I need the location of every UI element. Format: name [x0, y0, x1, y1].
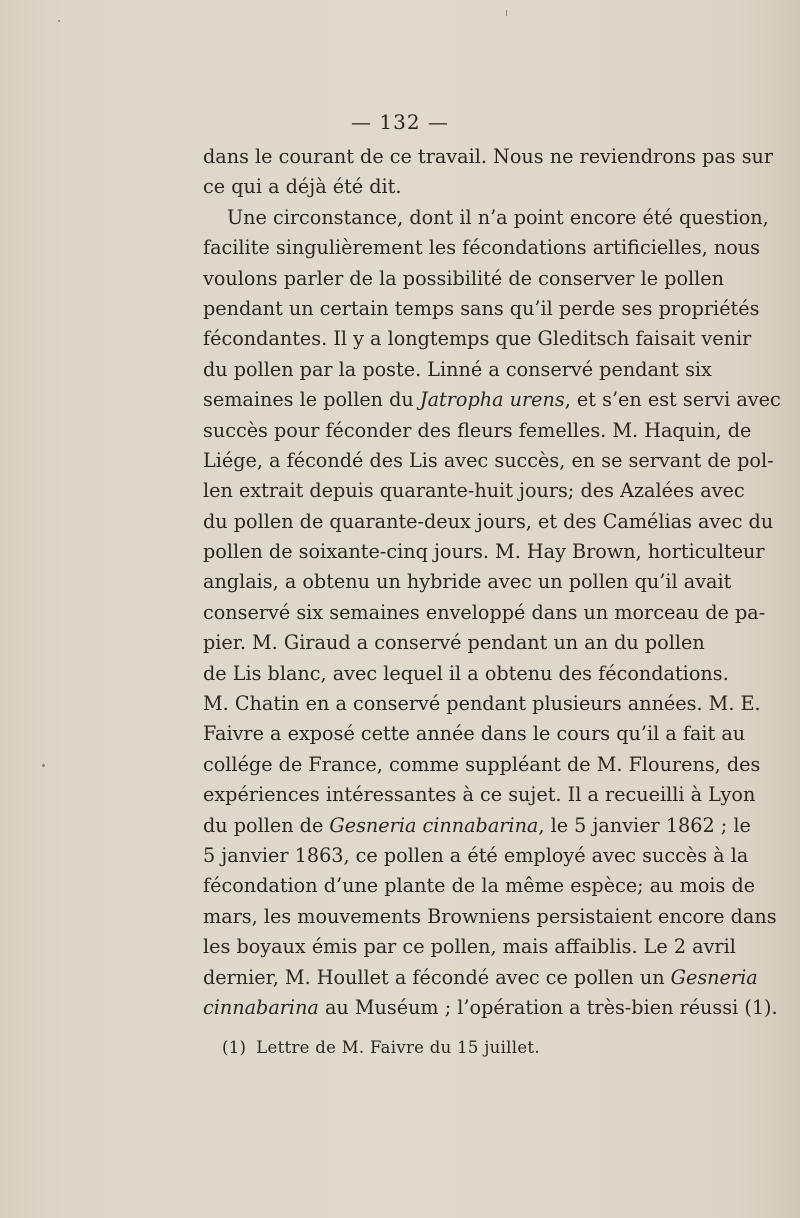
text-line: Liége, a fécondé des Lis avec succès, en se servant de pol- [203, 448, 774, 472]
text-line: cinnabarina au Muséum ; l’opération a très-bien réussi (1). [203, 995, 778, 1019]
text-line: fécondantes. Il y a longtemps que Gleditsch faisait venir [203, 327, 752, 351]
footnote-mark: (1) [222, 1038, 247, 1057]
text-line: M. Chatin en a conservé pendant plusieurs années. M. E. [203, 692, 761, 716]
text-line: du pollen de Gesneria cinnabarina, le 5 janvier 1862 ; le [203, 813, 751, 837]
paper-speck [42, 764, 45, 767]
paper-speck [506, 10, 507, 16]
text-line: fécondation d’une plante de la même espèce; au mois de [203, 874, 756, 898]
text-line: du pollen de quarante-deux jours, et des Camélias avec du [203, 509, 774, 533]
text-line: len extrait depuis quarante-huit jours; des Azalées avec [203, 479, 745, 503]
text-line: expériences intéressantes à ce sujet. Il a recueilli à Lyon [203, 783, 756, 807]
text-line: de Lis blanc, avec lequel il a obtenu des fécondations. [203, 661, 729, 685]
text-line: succès pour féconder des fleurs femelles. M. Haquin, de [203, 418, 752, 442]
text-line: pollen de soixante-cinq jours. M. Hay Brown, horticulteur [203, 540, 765, 564]
footnote-text: Lettre de M. Faivre du 15 juillet. [256, 1038, 540, 1057]
page-number: — 132 — [351, 110, 449, 134]
text-line: Faivre a exposé cette année dans le cours qu’il a fait au [203, 722, 746, 746]
species-name: cinnabarina [203, 995, 319, 1019]
species-name: Jatropha urens [419, 388, 565, 412]
text-line: semaines le pollen du Jatropha urens, et s’en est servi avec [203, 388, 781, 412]
text-line: facilite singulièrement les fécondations artificielles, nous [203, 236, 760, 260]
text-line: mars, les mouvements Browniens persistaient encore dans [203, 904, 777, 928]
text-line: Une circonstance, dont il n’a point encore été question, [227, 205, 769, 229]
text-line: conservé six semaines enveloppé dans un morceau de pa- [203, 600, 766, 624]
text-line: ce qui a déjà été dit. [203, 175, 402, 199]
text-line: dernier, M. Houllet a fécondé avec ce pollen un Gesneria [203, 965, 758, 989]
text-line: dans le courant de ce travail. Nous ne reviendrons pas sur [203, 145, 774, 168]
text-line: les boyaux émis par ce pollen, mais affaiblis. Le 2 avril [203, 935, 736, 959]
footnote [222, 1038, 540, 1057]
text-line: du pollen par la poste. Linné a conservé pendant six [203, 357, 712, 381]
text-line: anglais, a obtenu un hybride avec un pollen qu’il avait [203, 570, 732, 594]
text-line: pier. M. Giraud a conservé pendant un an du pollen [203, 631, 705, 655]
text-line: 5 janvier 1863, ce pollen a été employé avec succès à la [203, 843, 749, 867]
paper-speck [58, 20, 60, 22]
species-name: Gesneria cinnabarina [329, 813, 539, 837]
text-line: collége de France, comme suppléant de M. Flourens, des [203, 752, 761, 776]
text-line: voulons parler de la possibilité de conserver le pollen [203, 266, 724, 290]
text-line: pendant un certain temps sans qu’il perde ses propriétés [203, 296, 760, 320]
body-text [203, 142, 781, 1023]
species-name: Gesneria [670, 965, 758, 989]
